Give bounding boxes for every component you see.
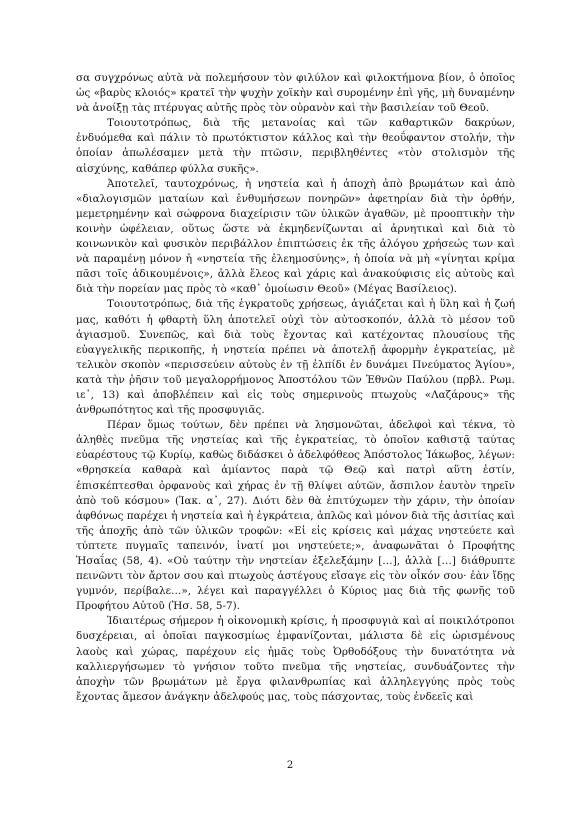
page-number: 2 — [286, 760, 294, 771]
paragraph-true-spirit: Πέραν ὅμως τούτων, δὲν πρέπει νὰ λησμονῶται, ἀδελφοὶ καὶ τέκνα, τὸ ἀληθὲς πνεῦμα τῆς νηστείας καὶ τῆς ἐγκρατείας, τὸ ὁποῖον καθιστᾷ ταύτας εὐαρέστους τῷ Κυρίῳ, καθὼς διδάσκει ὁ ἀδελφόθεος Ἀπόστολος Ἰάκωβος, λέγων: «θρησκεία καθαρὰ καὶ ἀμίαντος παρὰ τῷ Θεῷ καὶ πατρὶ αὕτη ἐστίν, ἐπισκέπτεσθαι ὀρφανοὺς καὶ χήρας ἐν τῇ θλίψει αὐτῶν, ἄσπιλον ἑαυτὸν τηρεῖν ἀπὸ τοῦ κόσμου» (Ἰακ. α᾽, 27). Διότι δὲν θὰ ἐπιτύχωμεν τὴν χάριν, τὴν ὁποίαν ἀφθόνως παρέχει ἡ νηστεία καὶ ἡ ἐγκράτεια, ἁπλῶς καὶ μόνον διὰ τῆς ἀσιτίας καὶ τῆς ἀποχῆς ἀπὸ τῶν ὑλικῶν τροφῶν: «Εἰ εἰς κρίσεις καὶ μάχας νηστεύετε καὶ τύπτετε πυγμαῖς ταπεινόν, ἱνατί μοι νηστεύετε;», ἀναφωνᾶται ὁ Προφήτης Ἡσαΐας (58, 4). «Οὐ ταύτην τὴν νηστείαν ἐξελεξάμην […], ἀλλὰ […] διάθρυπτε πεινῶντι τὸν ἄρτον σου καὶ πτωχοὺς ἀστέγους εἴσαγε εἰς τὸν οἶκόν σου· ἐὰν ἴδῃς γυμνόν, περίβαλε…», λέγει καὶ παραγγέλλει ὁ Κύριος μας διὰ τῆς φωνῆς τοῦ Προφήτου Αὐτοῦ (Ἡσ. 58, 5-7). — [76, 419, 515, 613]
body-text — [76, 71, 515, 705]
paragraph-crisis: Ἰδιαιτέρως σήμερον ἡ οἰκονομικὴ κρίσις, ἡ προσφυγιὰ καὶ αἱ ποικιλότροποι δυσχέρειαι, αἱ ὁποῖαι παγκοσμίως ἐμφανίζονται, μάλιστα δὲ εἰς ὡρισμένους λαοὺς καὶ χώρας, παρέχουν εἰς ἡμᾶς τοὺς Ὀρθοδόξους τὴν δυνατότητα νὰ καλλιεργήσωμεν τὸ γνήσιον τοῦτο πνεῦμα τῆς νηστείας, συνδυάζοντες τὴν ἀποχὴν τῶν βρωμάτων μὲ ἔργα φιλανθρωπίας καὶ ἀλληλεγγύης πρὸς τοὺς ἔχοντας ἄμεσον ἀνάγκην ἀδελφούς μας, τοὺς πάσχοντας, τοὺς ἐνδεεῖς καὶ — [76, 615, 515, 703]
paragraph-temperate-use: Τοιουτοτρόπως, διὰ τῆς ἐγκρατοῦς χρήσεως, ἁγιάζεται καὶ ἡ ὕλη καὶ ἡ ζωή μας, καθότι ἡ φθαρτὴ ὕλη ἀποτελεῖ οὐχὶ τὸν αὐτοσκοπόν, ἀλλὰ τὸ μέσον τοῦ ἁγιασμοῦ. Συνεπῶς, καὶ διὰ τοὺς ἔχοντας καὶ κατέχοντας πλουσίους τῆς εὐαγγελικῆς περικοπῆς, ἡ νηστεία πρέπει νὰ ἀποτελῇ ἀφορμὴν ἐγκρατείας, μὲ τελικὸν σκοπὸν «περισσεύειν αὐτοὺς ἐν τῇ ἐλπίδι ἐν δυνάμει Πνεύματος Ἁγίου», κατὰ τὴν ῥῆσιν τοῦ μεγαλορρήμονος Ἀποστόλου τῶν Ἐθνῶν Παύλου (πρβλ. Ρωμ. ιε᾽, 13) καὶ ἀποβλέπειν καὶ εἰς τοὺς σημερινοὺς πτωχοὺς «Λαζάρους» τῆς ἀνθρωπότητος καὶ τῆς προσφυγιᾶς. — [76, 298, 515, 417]
paragraph-continuation: σα συγχρόνως αὐτὰ νὰ πολεμήσουν τὸν φιλύλον καὶ φιλοκτήμονα βίον, ὁ ὁποῖος ὡς «βαρὺς κλοιός» κρατεῖ τὴν ψυχὴν χοϊκὴν καὶ συρομένην ἐπὶ γῆς, μὴ δυναμένην νὰ ἀνοίξῃ τὰς πτέρυγας αὐτῆς πρὸς τὸν οὐρανὸν καὶ τὴν βασιλείαν τοῦ Θεοῦ. — [76, 72, 515, 115]
paragraph-repentance: Τοιουτοτρόπως, διὰ τῆς μετανοίας καὶ τῶν καθαρτικῶν δακρύων, ἐνδυόμεθα καὶ πάλιν τὸ πρωτόκτιστον κάλλος καὶ τὴν θεοΰφαντον στολήν, τὴν ὁποίαν ἀπωλέσαμεν μετὰ τὴν πτῶσιν, περιβληθέντες «τὸν στολισμὸν τῆς αἰσχύνης, καθάπερ φύλλα συκῆς». — [76, 117, 515, 175]
paragraph-fasting-stewardship: Ἀποτελεῖ, ταυτοχρόνως, ἡ νηστεία καὶ ἡ ἀποχὴ ἀπὸ βρωμάτων καὶ ἀπὸ «διαλογισμῶν ματαίων καὶ ἐνθυμήσεων πονηρῶν» ἀφετηρίαν διὰ τὴν ὀρθήν, μεμετρημένην καὶ σώφρονα διαχείρισιν τῶν ὑλικῶν ἀγαθῶν, μὲ προοπτικὴν τὴν κοινὴν ὠφέλειαν, οὕτως ὥστε νὰ ἐκμηδενίζωνται αἱ ἀρνητικαὶ καὶ διὰ τὸ κοινωνικὸν καὶ φυσικὸν περιβάλλον ἐπιπτώσεις ἐκ τῆς ἀλόγου χρήσεώς των καὶ νὰ παραμένῃ μόνον ἡ «νηστεία τῆς ἐλεημοσύνης», ἡ ὁποία νὰ μὴ «γίνηται κρίμα πᾶσι τοῖς ἀδικουμένοις», ἀλλὰ ἔλεος καὶ χάρις καὶ ἀνακούφισις εἰς αὐτοὺς καὶ διὰ τὴν πορείαν μας πρὸς τὸ «καθ᾽ ὁμοίωσιν Θεοῦ» (Μέγας Βασίλειος). — [76, 177, 515, 296]
